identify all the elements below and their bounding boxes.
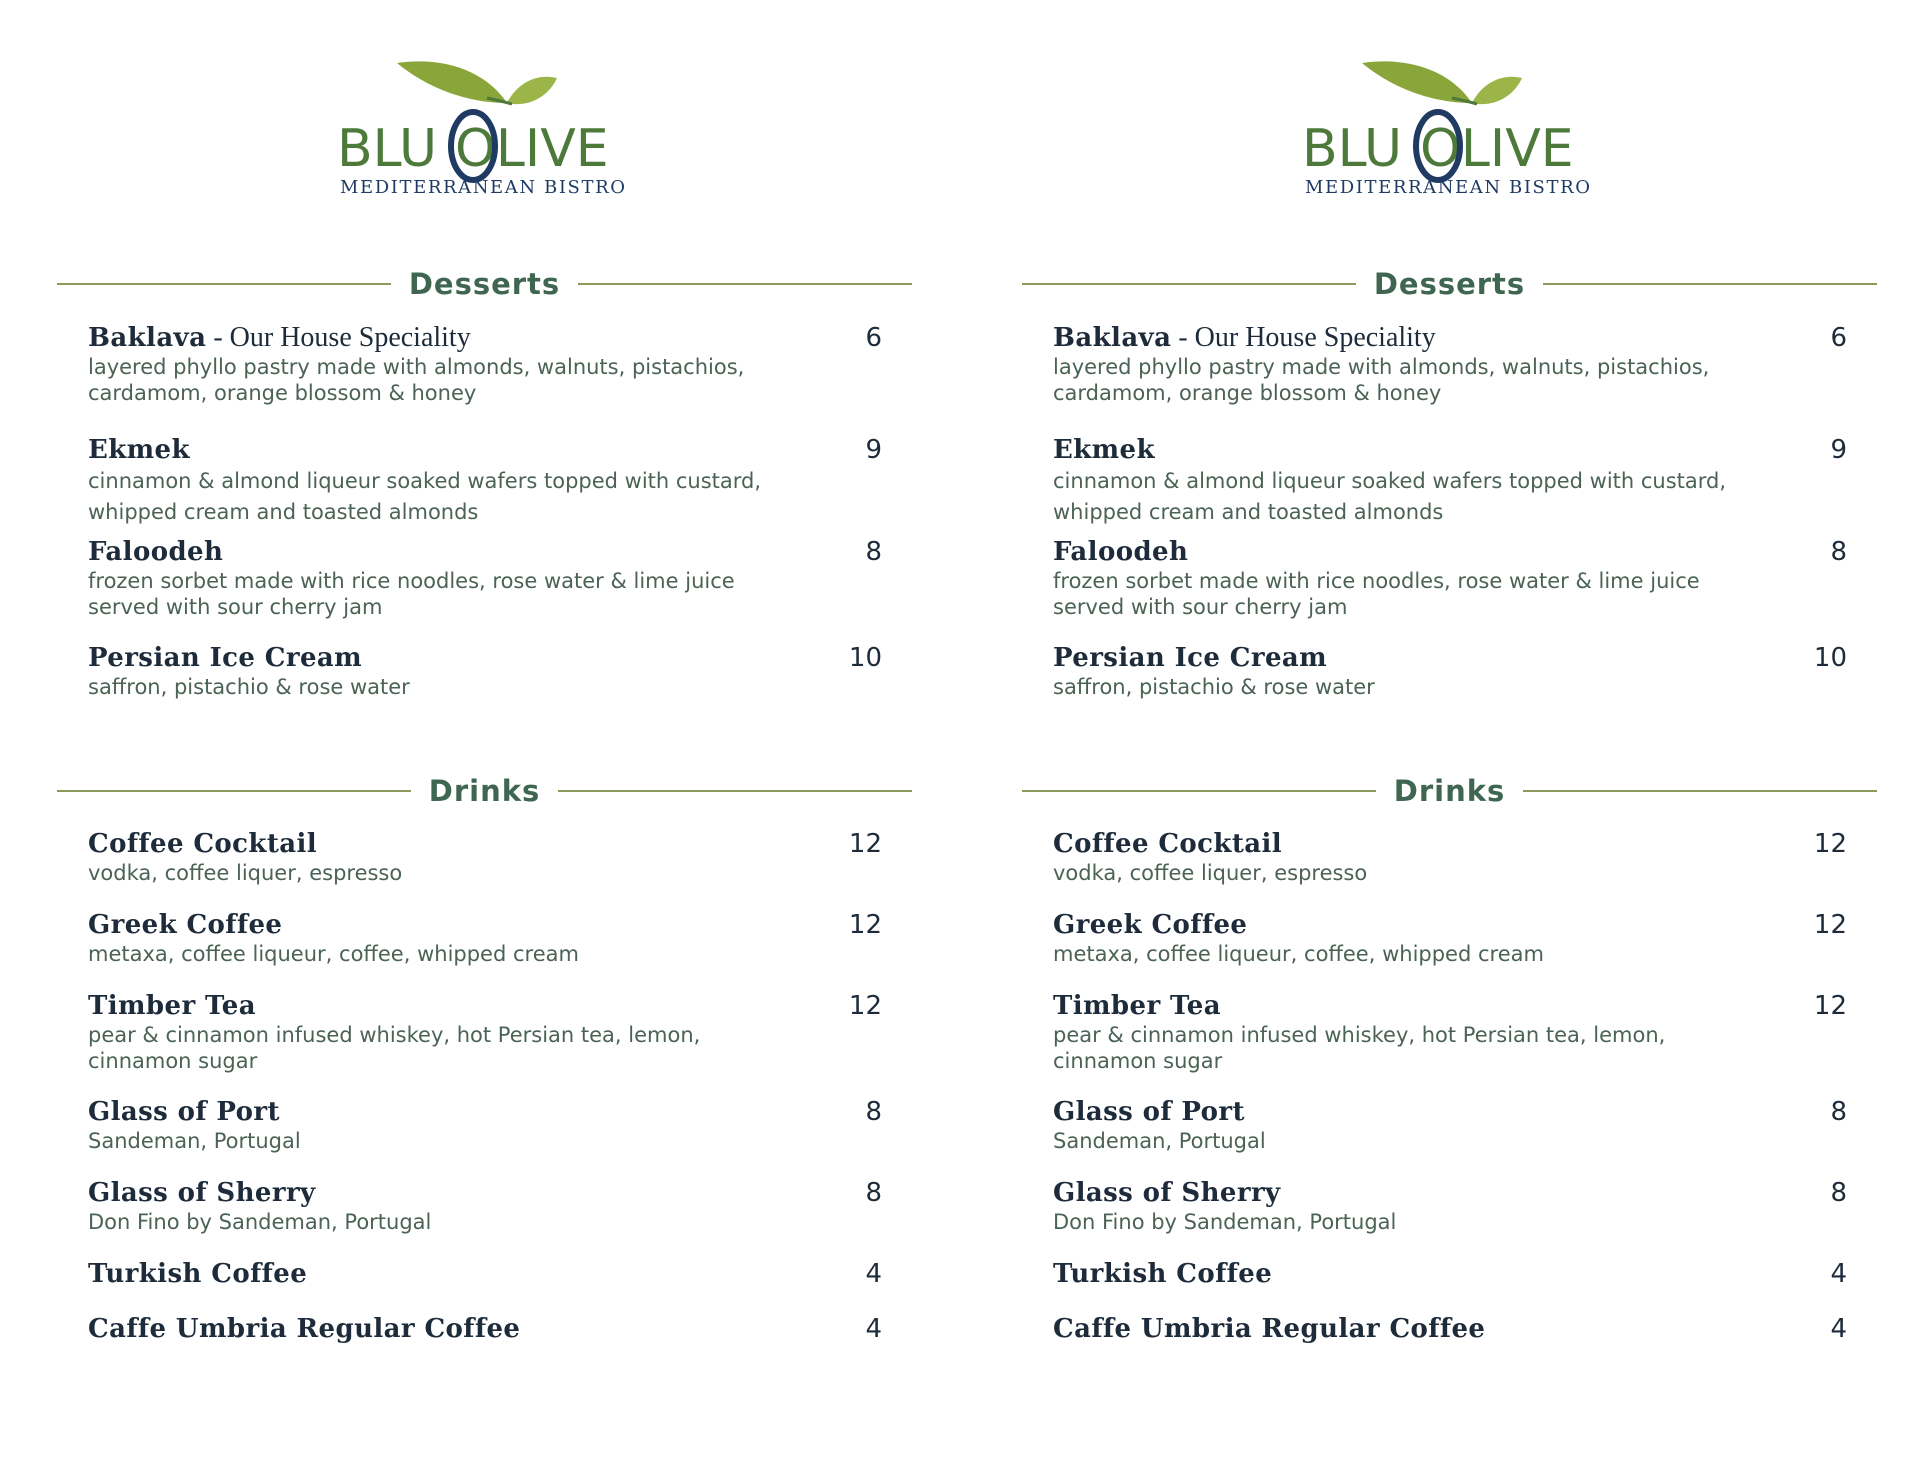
brand-name-blu: BLU (337, 119, 438, 179)
item-price: 8 (1830, 1178, 1847, 1208)
item-price: 8 (1830, 1097, 1847, 1127)
item-price: 10 (1813, 643, 1847, 673)
item-price: 9 (865, 435, 882, 465)
item-name-row (1053, 434, 1847, 466)
item-description: cinnamon & almond liqueur soaked wafers topped with custard, (88, 469, 762, 493)
item-name: Glass of Port (1053, 1097, 1245, 1127)
item-price: 12 (848, 991, 882, 1021)
olive-leaf-right (507, 77, 557, 104)
item-description: Don Fino by Sandeman, Portugal (1053, 1210, 1397, 1234)
menu-item (1053, 828, 1847, 886)
item-name-row (88, 642, 882, 674)
item-name-row (88, 536, 882, 568)
item-description: cinnamon sugar (1053, 1049, 1223, 1073)
item-name: Baklava (1053, 323, 1172, 353)
menu-item (88, 1258, 882, 1290)
menu-item (88, 909, 882, 967)
item-price: 12 (848, 910, 882, 940)
item-name: Ekmek (88, 435, 190, 465)
item-price: 10 (848, 643, 882, 673)
item-name: Turkish Coffee (1053, 1259, 1273, 1289)
item-name-row (1053, 642, 1847, 674)
item-description: cardamom, orange blossom & honey (88, 381, 477, 405)
menu-item (1053, 909, 1847, 967)
menu-item (1053, 990, 1847, 1074)
item-price: 12 (1813, 829, 1847, 859)
menu-item (1053, 322, 1847, 406)
item-description: layered phyllo pastry made with almonds, walnuts, pistachios, (88, 355, 745, 379)
item-name: Timber Tea (1053, 991, 1221, 1021)
item-price: 8 (865, 1178, 882, 1208)
item-description: Sandeman, Portugal (88, 1129, 301, 1153)
item-price: 6 (1830, 323, 1847, 353)
item-name-row (1053, 322, 1847, 354)
item-tagline: - Our House Speciality (1171, 322, 1436, 353)
desserts-heading-text: Desserts (408, 267, 561, 301)
item-name: Glass of Sherry (88, 1178, 316, 1208)
item-name-row (1053, 536, 1847, 568)
item-description: frozen sorbet made with rice noodles, rose water & lime juice (1053, 569, 1700, 593)
menu-item (88, 1313, 882, 1345)
item-description: Don Fino by Sandeman, Portugal (88, 1210, 432, 1234)
item-name: Coffee Cocktail (88, 829, 318, 859)
menu-item (88, 990, 882, 1074)
item-price: 9 (1830, 435, 1847, 465)
desserts-section-heading (1022, 264, 1877, 304)
menu-item (88, 434, 882, 528)
item-tagline: - Our House Speciality (206, 322, 471, 353)
item-name: Faloodeh (1053, 537, 1189, 567)
item-name: Coffee Cocktail (1053, 829, 1283, 859)
menu-item (88, 536, 882, 620)
item-name: Caffe Umbria Regular Coffee (88, 1314, 521, 1344)
heading-rule-right (1523, 790, 1877, 792)
brand-subtitle: MEDITERRANEAN BISTRO (1305, 177, 1590, 198)
item-name-row (88, 1096, 882, 1128)
item-name: Greek Coffee (1053, 910, 1248, 940)
drinks-section-heading (1022, 771, 1877, 811)
item-name-row (1053, 909, 1847, 941)
olive-leaf-left (397, 61, 507, 103)
drinks-section-heading (57, 771, 912, 811)
menu-item (1053, 642, 1847, 700)
item-description: pear & cinnamon infused whiskey, hot Persian tea, lemon, (88, 1023, 701, 1047)
item-price: 4 (865, 1314, 882, 1344)
item-description: saffron, pistachio & rose water (88, 675, 410, 699)
item-name: Ekmek (1053, 435, 1155, 465)
item-name: Persian Ice Cream (88, 643, 363, 673)
desserts-heading-text: Desserts (1373, 267, 1526, 301)
item-name-row (88, 1258, 882, 1290)
item-price: 12 (1813, 991, 1847, 1021)
menu-item (88, 642, 882, 700)
brand-logo (1302, 58, 1592, 198)
item-description: cinnamon sugar (88, 1049, 258, 1073)
item-name: Caffe Umbria Regular Coffee (1053, 1314, 1486, 1344)
olive-leaf-left (1362, 61, 1472, 103)
item-name: Greek Coffee (88, 910, 283, 940)
item-name-row (1053, 1258, 1847, 1290)
menu-page-right (1022, 0, 1877, 1484)
item-name-row (1053, 990, 1847, 1022)
item-description: whipped cream and toasted almonds (1053, 500, 1444, 524)
item-name-row (1053, 1177, 1847, 1209)
item-name: Glass of Sherry (1053, 1178, 1281, 1208)
item-name-row (1053, 1096, 1847, 1128)
item-name: Faloodeh (88, 537, 224, 567)
item-description: frozen sorbet made with rice noodles, rose water & lime juice (88, 569, 735, 593)
item-name-row (88, 1313, 882, 1345)
desserts-section-heading (57, 264, 912, 304)
menu-item (1053, 536, 1847, 620)
item-price: 4 (1830, 1259, 1847, 1289)
menu-page-left (57, 0, 912, 1484)
item-name-row (1053, 1313, 1847, 1345)
brand-name-blu: BLU (1302, 119, 1403, 179)
drinks-heading-text: Drinks (1393, 774, 1506, 808)
item-description: cinnamon & almond liqueur soaked wafers topped with custard, (1053, 469, 1727, 493)
item-description: vodka, coffee liquer, espresso (1053, 861, 1368, 885)
item-description: served with sour cherry jam (1053, 595, 1348, 619)
item-price: 4 (1830, 1314, 1847, 1344)
item-name-row (1053, 828, 1847, 860)
drinks-heading-text: Drinks (428, 774, 541, 808)
olive-logo-graphic (1302, 58, 1592, 198)
brand-name-olive: OLIVE (455, 119, 609, 179)
item-name: Timber Tea (88, 991, 256, 1021)
brand-name-olive: OLIVE (1420, 119, 1574, 179)
menu-item (1053, 1177, 1847, 1235)
item-description: metaxa, coffee liqueur, coffee, whipped cream (1053, 942, 1544, 966)
item-price: 4 (865, 1259, 882, 1289)
menu-item (88, 1096, 882, 1154)
item-name: Turkish Coffee (88, 1259, 308, 1289)
menu-item (1053, 1096, 1847, 1154)
item-name: Glass of Port (88, 1097, 280, 1127)
olive-leaf-right (1472, 77, 1522, 104)
brand-subtitle: MEDITERRANEAN BISTRO (340, 177, 625, 198)
menu-item (1053, 1258, 1847, 1290)
heading-rule-left (57, 283, 391, 285)
item-name-row (88, 990, 882, 1022)
item-name-row (88, 1177, 882, 1209)
item-price: 6 (865, 323, 882, 353)
item-price: 8 (1830, 537, 1847, 567)
item-description: metaxa, coffee liqueur, coffee, whipped cream (88, 942, 579, 966)
heading-rule-left (57, 790, 411, 792)
item-description: pear & cinnamon infused whiskey, hot Persian tea, lemon, (1053, 1023, 1666, 1047)
item-name: Baklava (88, 323, 207, 353)
brand-logo (337, 58, 627, 198)
menu-item (88, 1177, 882, 1235)
item-price: 12 (1813, 910, 1847, 940)
item-name: Persian Ice Cream (1053, 643, 1328, 673)
heading-rule-left (1022, 790, 1376, 792)
item-name-row (88, 322, 882, 354)
item-description: served with sour cherry jam (88, 595, 383, 619)
item-name-row (88, 909, 882, 941)
heading-rule-left (1022, 283, 1356, 285)
item-description: layered phyllo pastry made with almonds, walnuts, pistachios, (1053, 355, 1710, 379)
item-description: whipped cream and toasted almonds (88, 500, 479, 524)
item-description: saffron, pistachio & rose water (1053, 675, 1375, 699)
menu-item (1053, 1313, 1847, 1345)
item-description: vodka, coffee liquer, espresso (88, 861, 403, 885)
menu-item (88, 322, 882, 406)
item-name-row (88, 828, 882, 860)
heading-rule-right (558, 790, 912, 792)
item-price: 12 (848, 829, 882, 859)
olive-logo-graphic (337, 58, 627, 198)
heading-rule-right (1543, 283, 1877, 285)
heading-rule-right (578, 283, 912, 285)
item-description: cardamom, orange blossom & honey (1053, 381, 1442, 405)
item-price: 8 (865, 1097, 882, 1127)
menu-item (88, 828, 882, 886)
menu-item (1053, 434, 1847, 528)
item-description: Sandeman, Portugal (1053, 1129, 1266, 1153)
item-name-row (88, 434, 882, 466)
item-price: 8 (865, 537, 882, 567)
